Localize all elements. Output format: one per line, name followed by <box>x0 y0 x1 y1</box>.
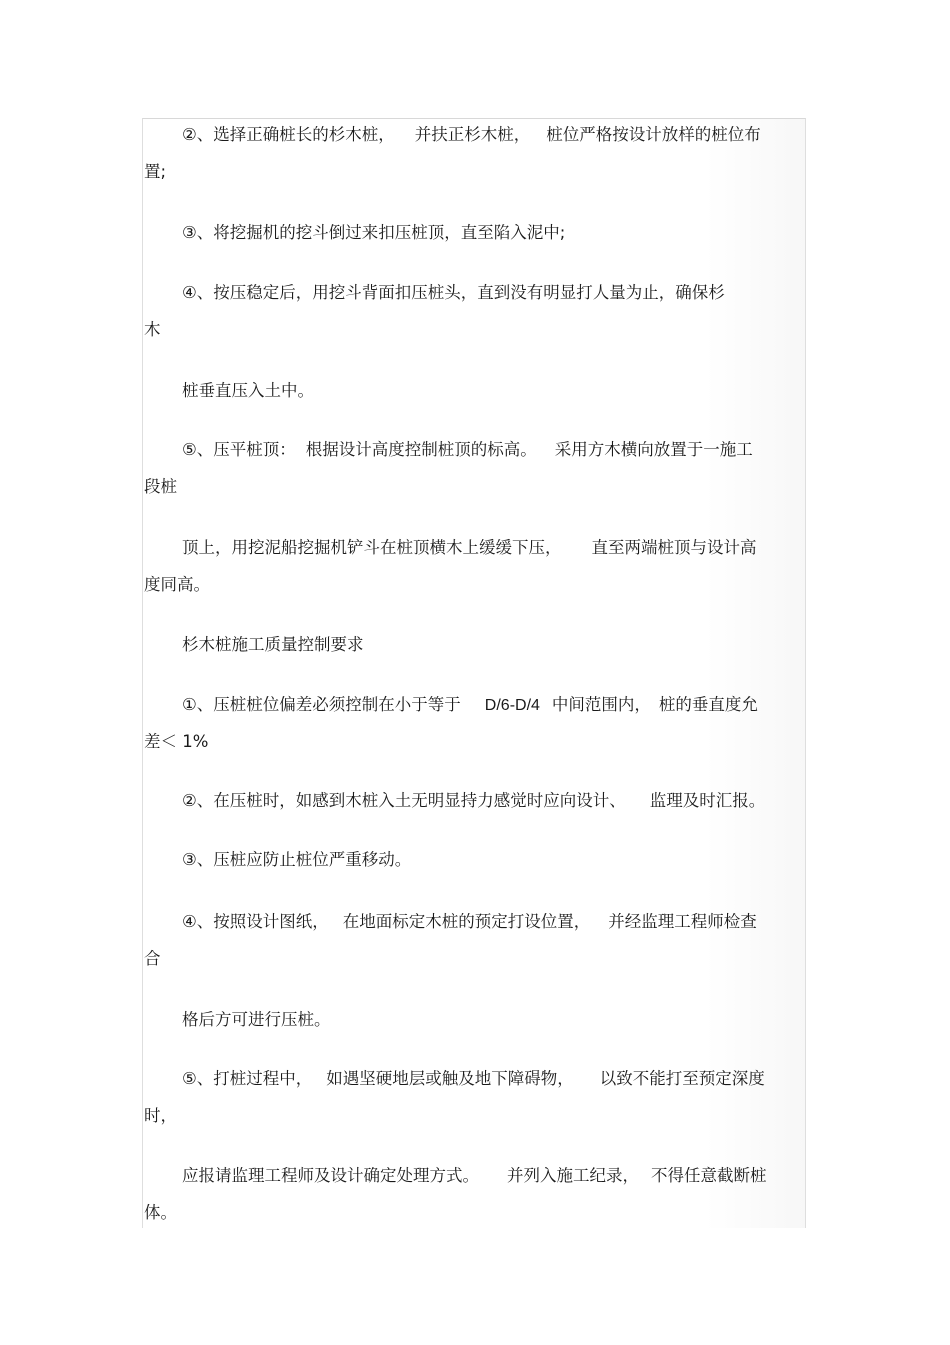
text-segment: ④、按照设计图纸， <box>182 912 329 931</box>
text-continuation: 体。 <box>144 1203 177 1222</box>
paragraph-deviation <box>144 686 804 760</box>
paragraph-approval <box>144 1001 804 1038</box>
text-segment: 并经监理工程师检查 <box>608 912 757 931</box>
text-segment: 格后方可进行压桩。 <box>182 1010 331 1029</box>
text-segment: 并列入施工纪录， <box>507 1166 639 1185</box>
text-segment: ③、压桩应防止桩位严重移动。 <box>182 850 412 869</box>
text-segment: 桩垂直压入土中。 <box>182 381 314 400</box>
text-segment: 以致不能打至预定深度 <box>599 1069 765 1088</box>
text-segment: ③、将挖掘机的挖斗倒过来扣压桩顶，直至陷入泥中; <box>182 223 566 242</box>
text-segment: 在地面标定木桩的预定打设位置， <box>342 912 591 931</box>
text-segment: ②、选择正确桩长的杉木桩， <box>182 125 395 144</box>
text-segment: 并扶正杉木桩， <box>414 125 531 144</box>
text-segment: 直至两端桩顶与设计高 <box>591 538 757 557</box>
text-continuation: 合 <box>144 949 161 968</box>
section-title: 杉木桩施工质量控制要求 <box>182 635 364 654</box>
text-continuation: 时， <box>144 1106 177 1125</box>
text-segment: 不得任意截断桩 <box>651 1166 767 1185</box>
text-segment: 应报请监理工程师及设计确定处理方式。 <box>182 1166 479 1185</box>
text-continuation: 差＜ 1% <box>144 732 209 751</box>
text-segment: 桩位严格按设计放样的桩位布 <box>546 125 761 144</box>
text-segment: 顶上，用挖泥船挖掘机铲斗在桩顶横木上缓缓下压， <box>182 538 562 557</box>
text-segment: 监理及时汇报。 <box>649 791 766 810</box>
paragraph-press-top <box>144 214 804 251</box>
text-segment: ②、在压桩时，如感到木桩入土无明显持力感觉时应向设计、 <box>182 791 626 810</box>
paragraph-vertical <box>144 372 804 409</box>
text-segment: ④、按压稳定后，用挖斗背面扣压桩头，直到没有明显打人量为止，确保杉 <box>182 283 725 302</box>
paragraph-select-pile <box>144 116 804 190</box>
section-heading <box>144 626 804 663</box>
text-segment: 如遇坚硬地层或触及地下障碍物， <box>326 1069 574 1088</box>
text-segment: ⑤、打桩过程中， <box>182 1069 313 1088</box>
text-continuation: 置; <box>144 162 167 181</box>
paragraph-press-down <box>144 529 804 603</box>
text-segment: 采用方木横向放置于一施工 <box>554 440 753 459</box>
text-continuation: 木 <box>144 320 161 339</box>
paragraph-report-handling <box>144 1157 804 1231</box>
text-segment: ⑤、压平桩顶： <box>182 440 296 459</box>
text-segment: 根据设计高度控制桩顶的标高。 <box>305 440 537 459</box>
paragraph-mark-position <box>144 903 804 977</box>
text-segment: D/6-D/4 <box>484 697 540 714</box>
text-segment: 桩的垂直度允 <box>658 695 758 714</box>
text-continuation: 度同高。 <box>144 575 210 594</box>
text-continuation: 段桩 <box>144 477 177 496</box>
paragraph-obstacle <box>144 1060 804 1134</box>
paragraph-stabilize <box>144 274 804 348</box>
paragraph-report <box>144 782 804 819</box>
paragraph-level-top <box>144 431 804 505</box>
paragraph-prevent-move <box>144 841 804 878</box>
text-segment: ①、压桩桩位偏差必须控制在小于等于 <box>182 695 461 714</box>
text-segment: 中间范围内， <box>551 695 651 714</box>
